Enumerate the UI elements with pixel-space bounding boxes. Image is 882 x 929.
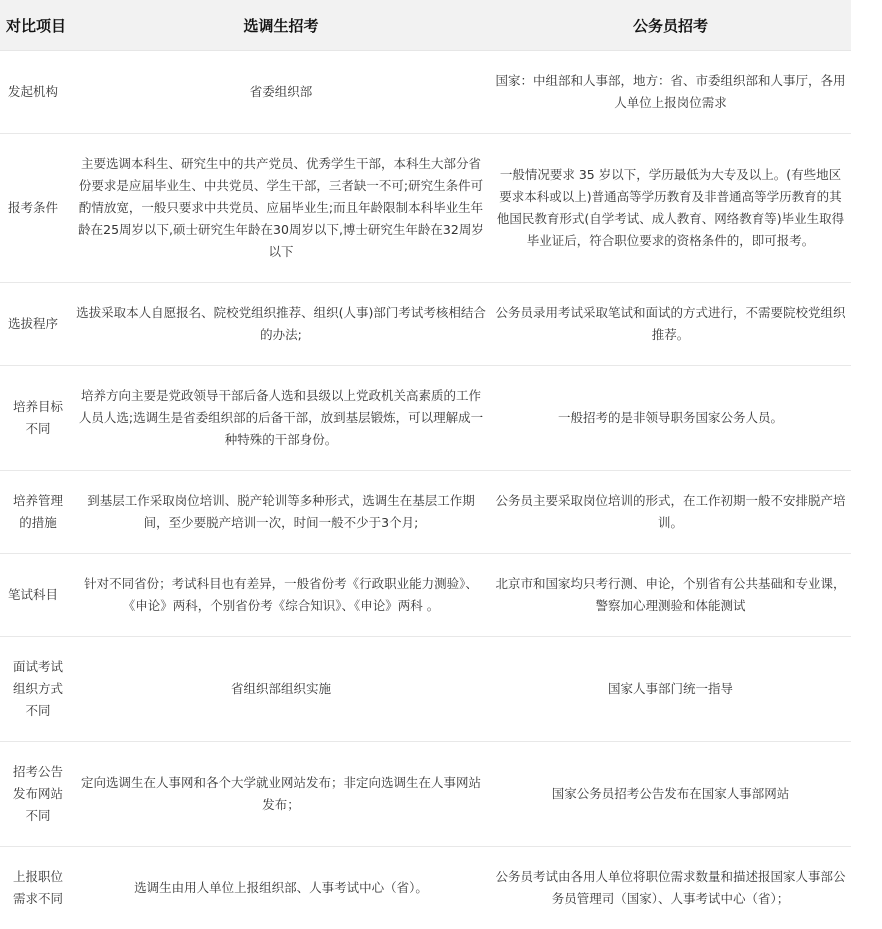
- table-row: [0, 283, 851, 366]
- header-xuandiao: 选调生招考: [72, 0, 490, 51]
- row-gongwuyuan: 国家公务员招考公告发布在国家人事部网站: [490, 742, 851, 847]
- row-item: [0, 554, 72, 637]
- row-xuandiao: 选拔采取本人自愿报名、院校党组织推荐、组织(人事)部门考试考核相结合的办法;: [72, 283, 490, 366]
- row-xuandiao: 省委组织部: [72, 51, 490, 134]
- row-xuandiao: 选调生由用人单位上报组织部、人事考试中心（省）。: [72, 847, 490, 929]
- row-gongwuyuan: 一般情况要求 35 岁以下，学历最低为大专及以上。(有些地区要求本科或以上)普通高等学历教育及非普通高等学历教育的其他国民教育形式(自学考试、成人教育、网络教育等)毕业生取得毕业证后，符合职位要求的资格条件的，即可报考。: [490, 134, 851, 283]
- row-gongwuyuan: 国家人事部门统一指导: [490, 637, 851, 742]
- table-row: [0, 847, 851, 929]
- row-item: [0, 637, 72, 742]
- row-item-label: 面试考试组织方式不同: [8, 656, 68, 722]
- row-item-label: 报考条件: [8, 197, 58, 219]
- table-row: [0, 554, 851, 637]
- row-gongwuyuan: 公务员考试由各用人单位将职位需求数量和描述报国家人事部公务员管理司（国家）、人事考试中心（省）；: [490, 847, 851, 929]
- row-item-label: 笔试科目: [8, 584, 58, 606]
- table-row: [0, 134, 851, 283]
- table-header-row: [0, 0, 851, 51]
- row-item: [0, 471, 72, 554]
- row-item: [0, 742, 72, 847]
- row-xuandiao: 到基层工作采取岗位培训、脱产轮训等多种形式，选调生在基层工作期间，至少要脱产培训一次，时间一般不少于3个月;: [72, 471, 490, 554]
- row-item-label: 选拔程序: [8, 313, 58, 335]
- table-row: [0, 51, 851, 134]
- row-item: [0, 366, 72, 471]
- header-item: 对比项目: [0, 0, 72, 51]
- row-item-label: 上报职位需求不同: [8, 866, 68, 910]
- row-xuandiao: 针对不同省份；考试科目也有差异，一般省份考《行政职业能力测验》、《申论》两科，个别省份考《综合知识》、《申论》两科 。: [72, 554, 490, 637]
- row-item-label: 发起机构: [8, 81, 58, 103]
- table-row: [0, 366, 851, 471]
- row-xuandiao: 主要选调本科生、研究生中的共产党员、优秀学生干部，本科生大部分省份要求是应届毕业生、中共党员、学生干部，三者缺一不可;研究生条件可酌情放宽，一般只要求中共党员、应届毕业生;而且年龄限制本科毕业生年龄在25周岁以下,硕士研究生年龄在30周岁以下,博士研究生年龄在32周岁以下: [72, 134, 490, 283]
- row-gongwuyuan: 北京市和国家均只考行测、申论，个别省有公共基础和专业课，警察加心理测验和体能测试: [490, 554, 851, 637]
- row-item: [0, 283, 72, 366]
- row-xuandiao: 省组织部组织实施: [72, 637, 490, 742]
- table-row: [0, 637, 851, 742]
- row-gongwuyuan: 公务员主要采取岗位培训的形式，在工作初期一般不安排脱产培训。: [490, 471, 851, 554]
- header-gongwuyuan: 公务员招考: [490, 0, 851, 51]
- row-item-label: 培养管理的措施: [8, 490, 68, 534]
- row-gongwuyuan: 一般招考的是非领导职务国家公务人员。: [490, 366, 851, 471]
- table-row: [0, 742, 851, 847]
- row-gongwuyuan: 国家：中组部和人事部，地方：省、市委组织部和人事厅，各用人单位上报岗位需求: [490, 51, 851, 134]
- row-item-label: 培养目标不同: [8, 396, 68, 440]
- row-item-label: 招考公告发布网站不同: [8, 761, 68, 827]
- table-row: [0, 471, 851, 554]
- row-item: [0, 51, 72, 134]
- row-xuandiao: 培养方向主要是党政领导干部后备人选和县级以上党政机关高素质的工作人员人选;选调生是省委组织部的后备干部，放到基层锻炼，可以理解成一种特殊的干部身份。: [72, 366, 490, 471]
- row-xuandiao: 定向选调生在人事网和各个大学就业网站发布；非定向选调生在人事网站发布；: [72, 742, 490, 847]
- row-gongwuyuan: 公务员录用考试采取笔试和面试的方式进行，不需要院校党组织推荐。: [490, 283, 851, 366]
- row-item: [0, 847, 72, 929]
- row-item: [0, 134, 72, 283]
